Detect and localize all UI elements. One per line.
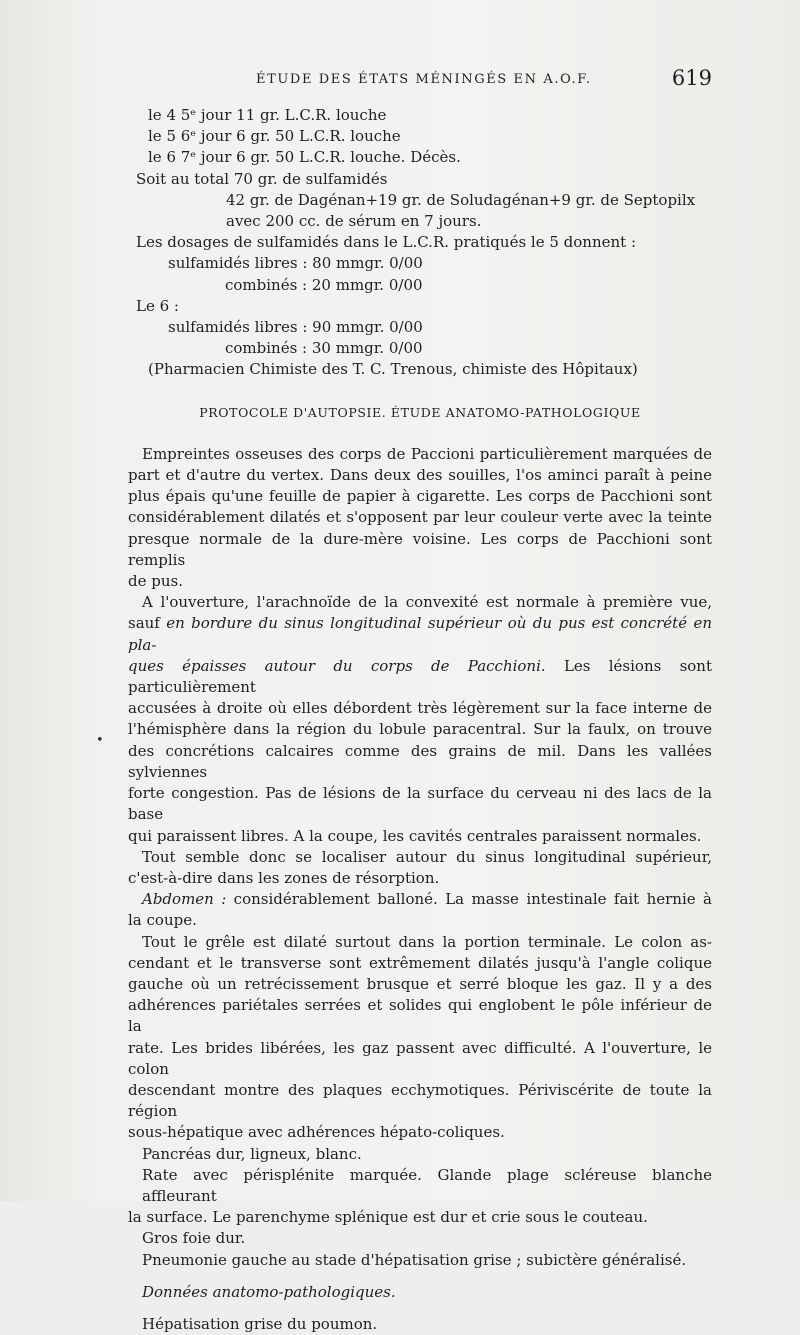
italic-span: en bordure du sinus longitudinal supérieur où du pus est concrété en pla- — [128, 614, 712, 654]
text-line: la surface. Le parenchyme splénique est dur et crie sous le couteau. — [128, 1208, 648, 1227]
subheading — [128, 1282, 712, 1303]
text-line: la coupe. — [128, 911, 197, 930]
text-line: Hépatisation grise du poumon. — [142, 1314, 378, 1333]
text-line: rate. Les brides libérées, les gaz passent avec difficulté. A l'ouverture, le colon — [128, 1038, 712, 1078]
page-header — [0, 64, 800, 94]
text-line: combinés : 30 mmgr. 0/00 — [225, 339, 423, 358]
text-span: sauf — [128, 614, 167, 633]
text-line: Le 6 : — [136, 296, 179, 315]
text-line: 42 gr. de Dagénan+19 gr. de Soludagénan+9 gr. de Septopilx — [226, 190, 696, 209]
text-line — [128, 656, 712, 698]
text-line: sulfamidés libres : 90 mmgr. 0/00 — [168, 318, 423, 337]
text-line: considérablement dilatés et s'opposent par leur couleur verte avec la teinte — [128, 508, 712, 527]
text-line: le 6 7ᵉ jour 6 gr. 50 L.C.R. louche. Décès. — [148, 148, 461, 167]
text-line: part et d'autre du vertex. Dans deux des souilles, l'os aminci paraît à peine — [128, 466, 712, 485]
text-line: combinés : 20 mmgr. 0/00 — [225, 275, 423, 294]
page-body — [128, 105, 712, 1335]
text-line: Rate avec périsplénite marquée. Glande plage scléreuse blanche affleurant — [142, 1165, 712, 1205]
text-line: accusées à droite où elles débordent très légèrement sur la face interne de — [128, 699, 712, 718]
text-line: Tout le grêle est dilaté surtout dans la portion terminale. Le colon as- — [142, 932, 712, 951]
italic-span: ques épaisses autour du corps de Pacchioni. — [128, 656, 546, 675]
text-line: Les dosages de sulfamidés dans le L.C.R. pratiqués le 5 donnent : — [136, 233, 637, 252]
text-line: descendant montre des plaques ecchymotiques. Périviscérite de toute la région — [128, 1080, 712, 1121]
text-line: sulfamidés libres : 80 mmgr. 0/00 — [168, 254, 423, 273]
text-line: avec 200 cc. de sérum en 7 jours. — [226, 212, 482, 231]
text-line: le 4 5ᵉ jour 11 gr. L.C.R. louche — [148, 106, 387, 124]
text-line: Gros foie dur. — [142, 1229, 246, 1248]
text-line: (Pharmacien Chimiste des T. C. Trenous, chimiste des Hôpitaux) — [148, 360, 638, 379]
text-line: Tout semble donc se localiser autour du sinus longitudinal supérieur, — [142, 847, 712, 866]
text-span: considérablement balloné. La masse intestinale fait hernie à — [226, 890, 712, 909]
italic-span: Abdomen : — [142, 890, 227, 909]
text-line: presque normale de la dure-mère voisine. Les corps de Pacchioni sont remplis — [128, 529, 712, 569]
text-line: sous-hépatique avec adhérences hépato-coliques. — [128, 1123, 505, 1142]
text-line: Soit au total 70 gr. de sulfamidés — [136, 169, 388, 188]
text-line: A l'ouverture, l'arachnoïde de la convexité est normale à première vue, — [142, 593, 712, 612]
text-span: Les lésions sont particulièrement — [128, 656, 712, 697]
italic-span: Données anatomo-pathologiques. — [142, 1282, 396, 1301]
running-title: ÉTUDE DES ÉTATS MÉNINGÉS EN A.O.F. — [256, 72, 592, 87]
section-heading: PROTOCOLE D'AUTOPSIE. ÉTUDE ANATOMO-PATHOLOGIQUE — [199, 404, 641, 420]
text-line: Pancréas dur, ligneux, blanc. — [142, 1144, 362, 1163]
text-line: Pneumonie gauche au stade d'hépatisation grise ; subictère généralisé. — [142, 1250, 687, 1269]
text-line: cendant et le transverse sont extrêmement dilatés jusqu'à l'angle colique — [128, 953, 712, 972]
text-line: c'est-à-dire dans les zones de résorption. — [128, 868, 440, 887]
margin-mark: • — [96, 733, 104, 748]
text-line: adhérences pariétales serrées et solides qui englobent le pôle inférieur de la — [128, 996, 712, 1036]
text-line — [128, 613, 712, 655]
text-line: le 5 6ᵉ jour 6 gr. 50 L.C.R. louche — [148, 127, 401, 146]
text-line: l'hémisphère dans la région du lobule paracentral. Sur la faulx, on trouve — [128, 720, 712, 739]
text-line: forte congestion. Pas de lésions de la surface du cerveau ni des lacs de la base — [128, 784, 712, 824]
text-line: qui paraissent libres. A la coupe, les cavités centrales paraissent normales. — [128, 826, 702, 845]
text-line: plus épais qu'une feuille de papier à cigarette. Les corps de Pacchioni sont — [128, 487, 712, 506]
text-line: de pus. — [128, 572, 183, 591]
page-number: 619 — [671, 66, 712, 90]
text-line: gauche où un retrécissement brusque et serré bloque les gaz. Il y a des — [128, 974, 712, 993]
text-line: Empreintes osseuses des corps de Paccioni particulièrement marquées de — [142, 444, 712, 463]
text-line: des concrétions calcaires comme des grains de mil. Dans les vallées sylviennes — [128, 741, 712, 781]
text-line — [128, 889, 712, 910]
